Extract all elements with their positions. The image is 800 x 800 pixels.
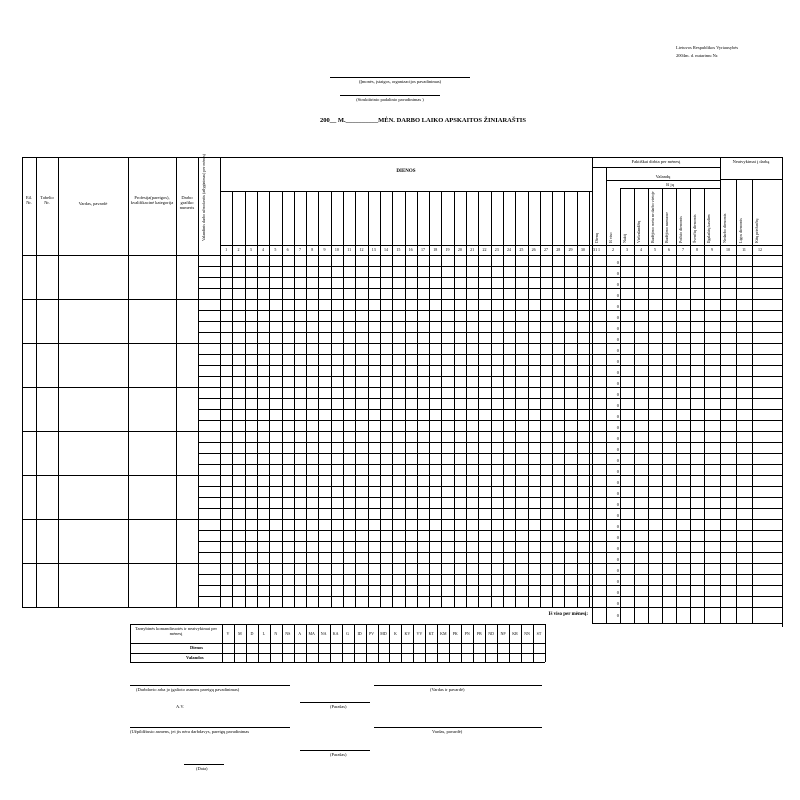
absence-code: KT <box>428 631 434 636</box>
day-col-line-14 <box>392 191 393 607</box>
codes-row-valandos: Valandos <box>186 654 204 660</box>
total-hours-zero: 0 <box>616 358 619 364</box>
summary-col-header: Budėjimo metu ne darbo vietoje <box>650 191 655 243</box>
col-divider-left-0 <box>36 157 37 607</box>
day-col-line-18 <box>441 191 442 607</box>
absence-code: NA <box>320 631 327 636</box>
absence-code: VV <box>416 631 423 636</box>
total-hours-zero: 0 <box>616 303 619 309</box>
total-hours-zero: 0 <box>616 457 619 463</box>
absence-code: V <box>226 631 230 636</box>
day-number: 3 <box>249 247 252 252</box>
employer-underline <box>130 685 290 686</box>
title-year: 200__ M.__________MĖN. <box>320 117 395 124</box>
day-col-line-16 <box>417 191 418 607</box>
summary-col-header: Iš viso <box>608 232 613 243</box>
day-number: 23 <box>494 247 499 252</box>
day-number: 26 <box>531 247 536 252</box>
day-number: 27 <box>543 247 548 252</box>
total-hours-zero: 0 <box>616 534 619 540</box>
day-number: 10 <box>334 247 339 252</box>
company-caption: (Įmonės, įstaigos, organizacijos pavadinimas) <box>358 79 442 84</box>
total-hours-zero: 0 <box>616 512 619 518</box>
summary-col-number: 12 <box>758 247 762 252</box>
col-header-eil: Eil. Nr. <box>25 195 33 205</box>
day-number: 29 <box>568 247 573 252</box>
total-hours-zero: 0 <box>616 578 619 584</box>
total-hours-zero: 0 <box>616 435 619 441</box>
total-hours-zero: 0 <box>616 380 619 386</box>
summary-col-header: Ligos dienomis <box>738 218 743 243</box>
unit-underline <box>340 95 440 96</box>
day-col-line-22 <box>491 191 492 607</box>
total-row-col-line <box>662 607 663 623</box>
day-number: 16 <box>408 247 413 252</box>
day-number: 5 <box>274 247 277 252</box>
day-number: 14 <box>384 247 389 252</box>
summary-col-header: Dienų <box>594 233 599 243</box>
col-divider-left-2 <box>128 157 129 607</box>
table-top-border <box>22 157 782 158</box>
title-main: DARBO LAIKO APSKAITOS ŽINIARAŠTIS <box>396 117 526 124</box>
day-col-line-28 <box>564 191 565 607</box>
summary-col-header: Budėjimo namuose <box>664 212 669 243</box>
total-hours-zero: 0 <box>616 468 619 474</box>
summary-col-header: Ilgalaikių kasdien <box>706 214 711 243</box>
summary-col-number: 6 <box>668 247 670 252</box>
day-number: 15 <box>396 247 401 252</box>
body-bottom <box>22 607 782 608</box>
day-col-line-12 <box>368 191 369 607</box>
day-col-line-5 <box>282 191 283 607</box>
summary-col-number: 9 <box>711 247 713 252</box>
unit-caption: (Struktūrinio padalinio pavadinimas ) <box>356 97 424 102</box>
summary-col-line-11 <box>752 179 753 607</box>
absence-code: KV <box>404 631 411 636</box>
table-left-border <box>22 157 23 607</box>
company-underline <box>330 77 470 78</box>
summary-col-number: 2 <box>612 247 614 252</box>
day-number: 18 <box>433 247 438 252</box>
employee-subrow-line <box>198 596 782 597</box>
day-number: 28 <box>556 247 561 252</box>
header-bottom <box>22 255 782 256</box>
codes-bottom <box>130 662 545 663</box>
day-number: 2 <box>237 247 240 252</box>
day-col-line-2 <box>245 191 246 607</box>
day-number: 30 <box>580 247 585 252</box>
summary-col-number: 1 <box>598 247 600 252</box>
summary-col-number: 3 <box>626 247 628 252</box>
total-row-col-line <box>620 607 621 623</box>
summary-col-header: Švenčių dienomis <box>692 214 697 243</box>
day-col-line-4 <box>269 191 270 607</box>
absence-code: KA <box>332 631 339 636</box>
employee-row-divider <box>22 431 782 432</box>
total-hours-zero: 0 <box>616 556 619 562</box>
day-col-line-24 <box>515 191 516 607</box>
employer-caption: (Darbdavio arba jo įgalioto asmens pareigų pavadinimas) <box>136 687 240 692</box>
employee-subrow-line <box>198 409 782 410</box>
absence-code: NP <box>500 631 506 636</box>
absence-code: PV <box>368 631 375 636</box>
total-hours-zero: 0 <box>616 347 619 353</box>
absence-code: L <box>262 631 266 636</box>
day-col-line-21 <box>478 191 479 607</box>
col-header-tabelio: Tabelio Nr. <box>40 195 54 205</box>
day-col-line-17 <box>429 191 430 607</box>
stamp-place: A.V. <box>176 704 185 709</box>
absence-code: PN <box>464 631 470 636</box>
employee-subrow-line <box>198 420 782 421</box>
day-number: 1 <box>225 247 228 252</box>
total-label: Iš viso per mėnesį: <box>548 612 588 617</box>
codes-row-2 <box>130 653 545 654</box>
day-col-line-10 <box>343 191 344 607</box>
day-col-line-3 <box>257 191 258 607</box>
day-number: 7 <box>298 247 301 252</box>
summary-col-number: 5 <box>654 247 656 252</box>
employee-subrow-line <box>198 365 782 366</box>
summary-col-number: 10 <box>726 247 730 252</box>
employee-subrow-line <box>198 277 782 278</box>
filler-caption: (Užpildžiusio asmens, jei jis nėra darbdavys, pareigų pavadinimas <box>130 729 250 734</box>
total-hours-zero: 0 <box>616 523 619 529</box>
total-hours-zero: 0 <box>616 391 619 397</box>
day-col-line-19 <box>454 191 455 607</box>
day-col-line-1 <box>232 191 233 607</box>
employee-subrow-line <box>198 376 782 377</box>
gov-line-2: 2004m. d. nutarimu Nr. <box>676 53 719 58</box>
valandu-header: Valandų <box>655 174 671 179</box>
summary-col-header: Nedarbo dienomis <box>722 213 727 243</box>
total-hours-zero: 0 <box>616 369 619 375</box>
day-number: 19 <box>445 247 450 252</box>
day-number: 21 <box>470 247 475 252</box>
total-row-col-line <box>752 607 753 623</box>
day-number: 8 <box>311 247 314 252</box>
total-hours-zero: 0 <box>616 402 619 408</box>
total-row-col-line <box>736 607 737 623</box>
date-underline <box>184 764 224 765</box>
employee-subrow-line <box>198 354 782 355</box>
employee-row-divider <box>22 343 782 344</box>
total-hours-zero: 0 <box>616 292 619 298</box>
day-number: 24 <box>507 247 512 252</box>
absence-code: NS <box>285 631 291 636</box>
day-col-line-15 <box>405 191 406 607</box>
summary-col-number: 8 <box>696 247 698 252</box>
employee-subrow-line <box>198 574 782 575</box>
summary-col-number: 7 <box>682 247 684 252</box>
summary-col-header: Poilsio dienomis <box>678 216 683 243</box>
day-number: 17 <box>420 247 425 252</box>
day-col-line-25 <box>528 191 529 607</box>
employee-subrow-line <box>198 585 782 586</box>
employee-subrow-line <box>198 508 782 509</box>
absence-code: PB <box>476 631 482 636</box>
day-col-line-13 <box>380 191 381 607</box>
absence-code: K <box>394 631 397 636</box>
is-jo-header: Iš jų <box>666 182 674 187</box>
summary-col-number: 11 <box>742 247 746 252</box>
absence-code: NN <box>524 631 530 636</box>
page-title <box>320 117 526 124</box>
total-row-col-line <box>648 607 649 623</box>
total-row-left <box>592 607 593 623</box>
total-hours-zero: 0 <box>616 490 619 496</box>
name-caption-2: Vardas, pavardė) <box>432 729 463 734</box>
total-row-col-line <box>690 607 691 623</box>
employee-subrow-line <box>198 266 782 267</box>
day-number: 13 <box>371 247 376 252</box>
total-hours-zero: 0 <box>616 545 619 551</box>
summary-col-number: 4 <box>640 247 642 252</box>
total-row-col-line <box>634 607 635 623</box>
absence-codes-table <box>130 624 545 662</box>
day-col-line-27 <box>552 191 553 607</box>
total-hours-zero: 0 <box>616 314 619 320</box>
day-col-line-30 <box>589 191 590 607</box>
absence-code: MD <box>380 631 387 636</box>
total-row-col-line <box>606 607 607 623</box>
total-hours-zero: 0 <box>616 501 619 507</box>
employee-subrow-line <box>198 321 782 322</box>
name-underline-2 <box>374 727 542 728</box>
day-number: 4 <box>262 247 265 252</box>
absence-code: M <box>238 631 242 636</box>
neatvykimai-header: Neatvykimai į darbą <box>732 159 770 164</box>
employee-subrow-line <box>198 552 782 553</box>
col-divider-left-4 <box>198 157 199 607</box>
neatvykimai-left-border <box>720 157 721 607</box>
total-row-col-line <box>704 607 705 623</box>
timesheet-table <box>22 154 782 627</box>
employee-row-divider <box>22 299 782 300</box>
faktiskai-header: Faktiškai dirbta per mėnesį <box>631 159 681 164</box>
codes-header: Tarnybinės komandiruotės ir neatvykimai per mėnesį <box>135 626 217 636</box>
total-hours-zero: 0 <box>616 479 619 485</box>
is-jo-underline <box>620 188 720 189</box>
absence-code: KM <box>440 631 447 636</box>
day-number: 11 <box>347 247 352 252</box>
total-hours-zero: 0 <box>616 325 619 331</box>
date-caption: (Data) <box>196 766 208 771</box>
col-divider-left-3 <box>176 157 177 607</box>
employee-row-divider <box>22 563 782 564</box>
total-hours-zero: 0 <box>616 424 619 430</box>
dienos-header: DIENOS <box>396 169 416 174</box>
day-number: 6 <box>286 247 289 252</box>
name-underline-1 <box>374 685 542 686</box>
day-col-line-8 <box>318 191 319 607</box>
total-hours-zero: 0 <box>616 600 619 606</box>
col-header-valandinis: Valandinis darbo užmokestis (atlyginimas) per mėnesį <box>201 154 206 241</box>
employee-subrow-line <box>198 442 782 443</box>
col-header-vardas: Vardas, pavardė <box>78 201 108 206</box>
summary-col-header: Viršvalandžių <box>636 220 641 243</box>
day-number: 22 <box>482 247 487 252</box>
absence-code: PK <box>452 631 458 636</box>
col-divider-left-5 <box>220 157 221 607</box>
summary-col-header: Naktį <box>622 234 627 243</box>
employee-row-divider <box>22 387 782 388</box>
col-header-grafiko: Darbo grafiko numeris <box>179 195 195 210</box>
summary-col-header: Kitų priežasčių <box>754 218 759 243</box>
name-caption-1: (Vardas ir pavardė) <box>430 687 465 692</box>
total-row-col-line <box>676 607 677 623</box>
sign-caption-2: (Parašas) <box>330 752 347 757</box>
total-hours-zero: 0 <box>616 270 619 276</box>
neatvykimai-underline <box>720 179 782 180</box>
employee-row-divider <box>22 475 782 476</box>
header-day-row-bottom <box>220 245 782 246</box>
codes-row-1 <box>130 643 545 644</box>
total-hours-zero: 0 <box>616 589 619 595</box>
sign-underline-1 <box>300 702 370 703</box>
filler-underline <box>130 727 290 728</box>
employee-subrow-line <box>198 398 782 399</box>
day-col-line-6 <box>294 191 295 607</box>
sign-caption-1: (Parašas) <box>330 704 347 709</box>
total-row-bottom <box>592 623 782 624</box>
absence-code: MA <box>308 631 315 636</box>
faktiskai-underline <box>592 167 720 168</box>
employee-subrow-line <box>198 464 782 465</box>
absence-code: KR <box>512 631 518 636</box>
gov-line-1: Lietuvos Respublikos Vyriausybės <box>676 45 739 50</box>
codes-right <box>545 624 546 662</box>
employee-subrow-line <box>198 486 782 487</box>
absence-code: ID <box>357 631 362 636</box>
valandu-underline <box>606 180 720 181</box>
sign-underline-2 <box>300 750 370 751</box>
employee-subrow-line <box>198 310 782 311</box>
total-row-col-line <box>720 607 721 623</box>
total-hours-zero: 0 <box>616 336 619 342</box>
employee-subrow-line <box>198 530 782 531</box>
day-col-line-29 <box>577 191 578 607</box>
total-hours-zero: 0 <box>616 281 619 287</box>
codes-row-dienos: Dienos <box>190 645 204 650</box>
employee-subrow-line <box>198 288 782 289</box>
absence-code: G <box>346 631 350 636</box>
absence-code: ND <box>488 631 495 636</box>
day-number: 25 <box>519 247 524 252</box>
day-number: 12 <box>359 247 364 252</box>
table-right-border <box>782 157 783 627</box>
employee-subrow-line <box>198 497 782 498</box>
absence-code: A <box>298 631 302 636</box>
day-col-line-23 <box>503 191 504 607</box>
absence-code: D <box>250 631 254 636</box>
employee-row-divider <box>22 519 782 520</box>
day-col-line-7 <box>306 191 307 607</box>
day-col-line-20 <box>466 191 467 607</box>
total-hours-zero: 0 <box>616 446 619 452</box>
total-hours-zero: 0 <box>616 259 619 265</box>
absence-code: N <box>274 631 278 636</box>
day-col-line-26 <box>540 191 541 607</box>
total-hours-zero: 0 <box>616 413 619 419</box>
absence-code: ST <box>536 631 542 636</box>
codes-top <box>130 624 545 625</box>
total-hours-zero: 0 <box>616 567 619 573</box>
col-header-profesija: Profesija(pareigos), kvalifikacinė kategorija <box>130 195 174 205</box>
employee-subrow-line <box>198 332 782 333</box>
employee-subrow-line <box>198 541 782 542</box>
summary-left-border <box>592 157 593 607</box>
day-col-line-9 <box>331 191 332 607</box>
day-number: 31 <box>593 247 598 252</box>
total-month-zero: 0 <box>616 613 619 618</box>
dienos-header-underline <box>220 191 592 192</box>
day-number: 9 <box>323 247 326 252</box>
summary-col-line-10 <box>736 179 737 607</box>
day-col-line-11 <box>355 191 356 607</box>
day-number: 20 <box>457 247 462 252</box>
employee-subrow-line <box>198 453 782 454</box>
col-divider-left-1 <box>58 157 59 607</box>
